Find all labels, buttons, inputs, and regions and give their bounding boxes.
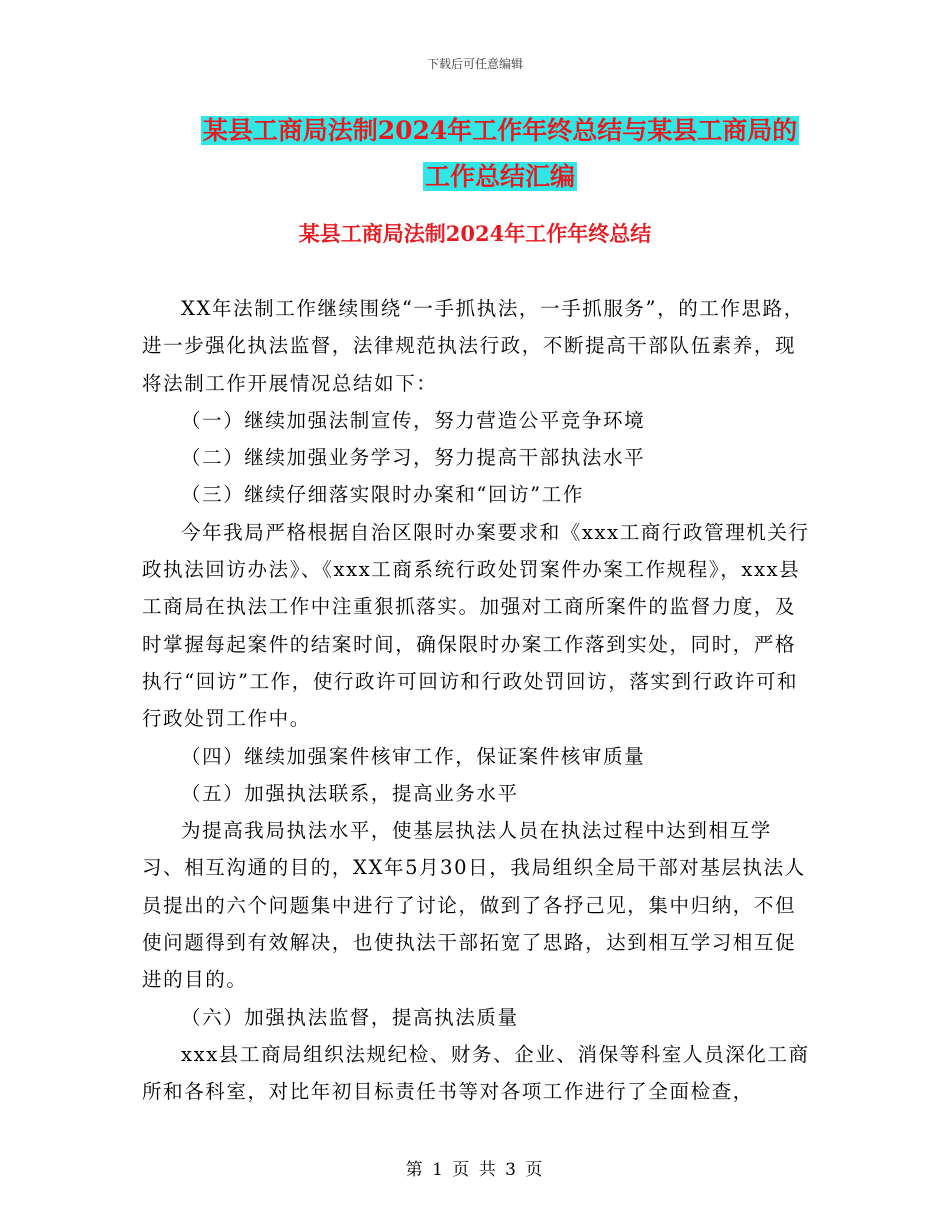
paragraph-intro: XX年法制工作继续围绕“一手抓执法，一手抓服务”，的工作思路，进一步强化执法监督，法律规范执法行政，不断提高干部队伍素养，现将法制工作开展情况总结如下： bbox=[142, 297, 805, 395]
paragraph-section-6: xxx县工商局组织法规纪检、财务、企业、消保等科室人员深化工商所和各科室，对比年初目标责任书等对各项工作进行了全面检查， bbox=[142, 1042, 810, 1104]
paragraph-section-5: 为提高我局执法水平，使基层执法人员在执法过程中达到相互学习、相互沟通的目的，XX年5月30日，我局组织全局干部对基层执法人员提出的六个问题集中进行了讨论，做到了各抒己见，集中归纳，不但使问题得到有效解决，也使执法干部拓宽了思路，达到相互学习相互促进的目的。 bbox=[142, 819, 806, 992]
section-title: 某县工商局法制2024年工作年终总结 bbox=[298, 221, 652, 246]
page-number-footer: 第 1 页 共 3 页 bbox=[405, 1160, 545, 1180]
section-heading-4: （四）继续加强案件核审工作，保证案件核审质量 bbox=[181, 744, 646, 768]
section-heading-3: （三）继续仔细落实限时办案和“回访”工作 bbox=[181, 483, 584, 507]
document-main-title bbox=[140, 108, 860, 200]
body-text bbox=[142, 290, 810, 1111]
header-note: 下载后可任意编辑 bbox=[426, 57, 523, 71]
section-heading-5: （五）加强执法联系，提高业务水平 bbox=[181, 781, 519, 805]
section-heading-6: （六）加强执法监督，提高执法质量 bbox=[181, 1005, 519, 1029]
main-title-line-2: 工作总结汇编 bbox=[424, 162, 575, 191]
paragraph-section-3: 今年我局严格根据自治区限时办案要求和《xxx工商行政管理机关行政执法回访办法》、《xxx工商系统行政处罚案件办案工作规程》，xxx县工商局在执法工作中注重狠抓落实。加强对工商所案件的监督力度，及时掌握每起案件的结案时间，确保限时办案工作落到实处，同时，严格执行“回访”工作，使行政许可回访和行政处罚回访，落实到行政许可和行政处罚工作中。 bbox=[142, 520, 810, 731]
section-heading-2: （二）继续加强业务学习，努力提高干部执法水平 bbox=[181, 446, 646, 470]
section-heading-1: （一）继续加强法制宣传，努力营造公平竞争环境 bbox=[181, 408, 646, 432]
main-title-line-1: 某县工商局法制2024年工作年终总结与某县工商局的 bbox=[202, 116, 798, 145]
